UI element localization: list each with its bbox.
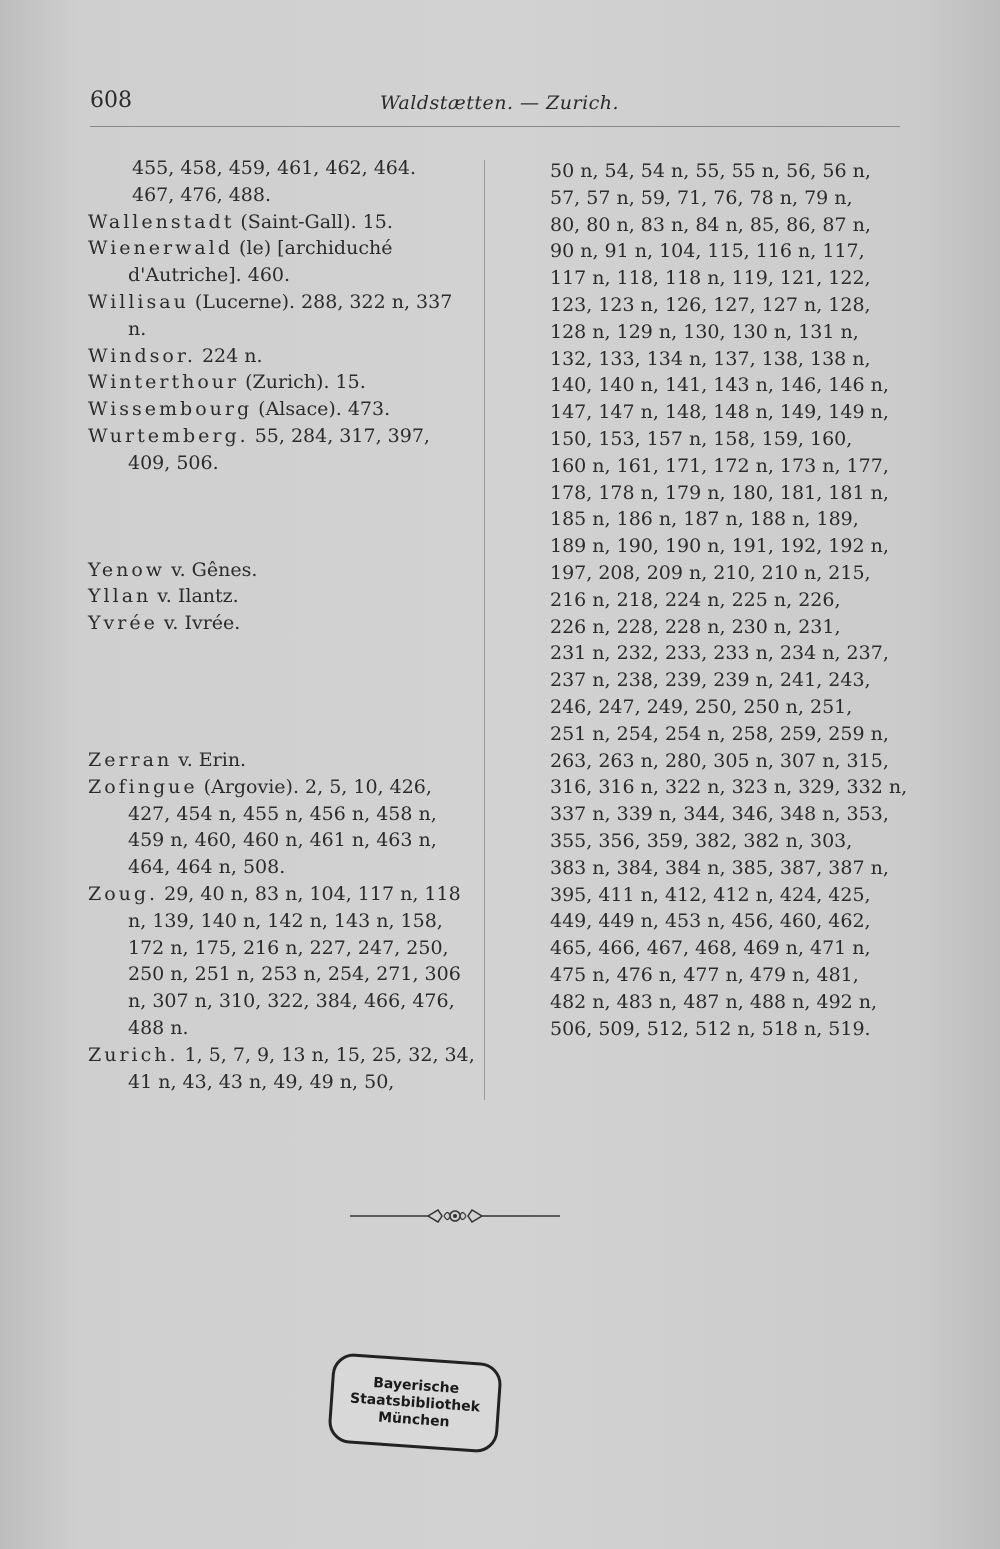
index-entry <box>76 1042 476 1096</box>
index-line: 216 n, 218, 224 n, 225 n, 226, <box>550 588 841 611</box>
index-line: 475 n, 476 n, 477 n, 479 n, 481, <box>550 963 859 986</box>
entry-name: Zofingue <box>88 775 198 798</box>
column-divider <box>484 160 485 1100</box>
index-entry <box>76 610 476 637</box>
entry-name: Zoug. <box>88 882 159 905</box>
index-line: 251 n, 254, 254 n, 258, 259, 259 n, <box>550 722 889 745</box>
header-rule <box>90 126 900 127</box>
index-line: 57, 57 n, 59, 71, 76, 78 n, 79 n, <box>550 186 853 209</box>
index-entry <box>76 235 476 289</box>
index-line: 449, 449 n, 453 n, 456, 460, 462, <box>550 910 871 933</box>
index-line: 132, 133, 134 n, 137, 138, 138 n, <box>550 347 871 370</box>
index-line: 117 n, 118, 118 n, 119, 121, 122, <box>550 267 871 290</box>
section-gap <box>76 477 476 557</box>
index-entry <box>76 557 476 584</box>
entry-name: Wienerwald <box>88 237 233 260</box>
index-line: 150, 153, 157 n, 158, 159, 160, <box>550 427 853 450</box>
entry-refs: v. Ivrée. <box>157 612 241 635</box>
entry-name: Windsor. <box>88 344 196 367</box>
index-line: 140, 140 n, 141, 143 n, 146, 146 n, <box>550 374 889 397</box>
entry-name: Wurtemberg. <box>88 424 249 447</box>
index-entry <box>76 774 476 881</box>
index-line: 90 n, 91 n, 104, 115, 116 n, 117, <box>550 240 865 263</box>
index-entry <box>76 369 476 396</box>
index-line: 395, 411 n, 412, 412 n, 424, 425, <box>550 883 871 906</box>
entry-name: Yllan <box>88 585 152 608</box>
index-line: 80, 80 n, 83 n, 84 n, 85, 86, 87 n, <box>550 213 871 236</box>
index-entry <box>76 747 476 774</box>
entry-name: Yenow <box>88 558 166 581</box>
index-line: 231 n, 232, 233, 233 n, 234 n, 237, <box>550 642 889 665</box>
index-entry <box>76 423 476 477</box>
index-line: 197, 208, 209 n, 210, 210 n, 215, <box>550 561 871 584</box>
index-line: 128 n, 129 n, 130, 130 n, 131 n, <box>550 320 859 343</box>
index-line: 237 n, 238, 239, 239 n, 241, 243, <box>550 669 871 692</box>
entry-refs: (Alsace). 473. <box>252 398 391 421</box>
index-line: 482 n, 483 n, 487 n, 488 n, 492 n, <box>550 990 878 1013</box>
entry-refs: 224 n. <box>195 344 263 367</box>
index-entry <box>76 583 476 610</box>
index-continuation: 467, 476, 488. <box>132 183 271 206</box>
index-entry <box>76 343 476 370</box>
entry-refs: 1, 5, 7, 9, 13 n, 15, 25, 32, 34, 41 n, 43, 43 n, 49, 49 n, 50, <box>128 1043 475 1093</box>
entry-name: Winterthour <box>88 371 240 394</box>
index-line: 160 n, 161, 171, 172 n, 173 n, 177, <box>550 454 889 477</box>
library-stamp <box>327 1352 503 1454</box>
left-column <box>76 155 476 1095</box>
index-entry <box>76 209 476 236</box>
stamp-line: München <box>377 1408 451 1430</box>
index-line: 316, 316 n, 322 n, 323 n, 329, 332 n, <box>550 776 908 799</box>
section-gap <box>76 637 476 747</box>
entry-name: Wissembourg <box>88 398 253 421</box>
entry-name: Willisau <box>88 290 189 313</box>
index-entry <box>76 396 476 423</box>
page-header <box>90 88 900 128</box>
entry-name: Wallenstadt <box>88 210 235 233</box>
index-entry <box>76 289 476 343</box>
index-line: 147, 147 n, 148, 148 n, 149, 149 n, <box>550 401 889 424</box>
entry-refs: v. Ilantz. <box>151 585 239 608</box>
index-line: 185 n, 186 n, 187 n, 188 n, 189, <box>550 508 859 531</box>
index-line: 226 n, 228, 228 n, 230 n, 231, <box>550 615 841 638</box>
index-continuation: 455, 458, 459, 461, 462, 464. <box>132 157 417 179</box>
entry-refs: (le) [archiduché d'Autriche]. 460. <box>128 237 393 287</box>
stamp-line: Staatsbibliothek <box>349 1389 481 1416</box>
entry-name: Yvrée <box>88 612 158 635</box>
entry-refs: v. Erin. <box>172 748 247 771</box>
right-column <box>550 158 910 1042</box>
ornament-divider-icon <box>350 1205 560 1227</box>
entry-refs: (Lucerne). 288, 322 n, 337 n. <box>128 290 453 340</box>
entry-refs: (Saint-Gall). 15. <box>234 210 393 233</box>
index-line: 355, 356, 359, 382, 382 n, 303, <box>550 829 853 852</box>
entry-name: Zerran <box>88 748 173 771</box>
index-entry <box>76 881 476 1042</box>
index-line: 189 n, 190, 190 n, 191, 192, 192 n, <box>550 535 889 558</box>
index-line: 383 n, 384, 384 n, 385, 387, 387 n, <box>550 856 889 879</box>
stamp-line: Bayerische <box>372 1374 460 1397</box>
entry-refs: (Argovie). 2, 5, 10, 426, 427, 454 n, 455 n, 456 n, 458 n, 459 n, 460, 460 n, 461 n, 463 n, 464, 464 n, 508. <box>128 775 437 879</box>
entry-refs: (Zurich). 15. <box>239 371 366 394</box>
running-title: Waldstætten. — Zurich. <box>380 92 620 114</box>
entry-name: Zurich. <box>88 1043 179 1066</box>
entry-refs: 29, 40 n, 83 n, 104, 117 n, 118 n, 139, 140 n, 142 n, 143 n, 158, 172 n, 175, 216 n, 227, 247, 250, 250 n, 251 n, 253 n, 254, 271, 306 n, 307 n, 310, 322, 384, 466, 476, 488 n. <box>128 882 461 1039</box>
index-line: 178, 178 n, 179 n, 180, 181, 181 n, <box>550 481 889 504</box>
index-line: 246, 247, 249, 250, 250 n, 251, <box>550 695 853 718</box>
entry-refs: v. Gênes. <box>165 558 258 581</box>
index-line: 465, 466, 467, 468, 469 n, 471 n, <box>550 937 871 960</box>
index-line: 50 n, 54, 54 n, 55, 55 n, 56, 56 n, <box>550 160 871 182</box>
index-line: 506, 509, 512, 512 n, 518 n, 519. <box>550 1017 871 1040</box>
index-line: 263, 263 n, 280, 305 n, 307 n, 315, <box>550 749 889 772</box>
page-number: 608 <box>90 88 132 113</box>
index-line: 337 n, 339 n, 344, 346, 348 n, 353, <box>550 803 889 826</box>
index-line: 123, 123 n, 126, 127, 127 n, 128, <box>550 293 871 316</box>
entry-refs: 55, 284, 317, 397, 409, 506. <box>128 424 430 474</box>
